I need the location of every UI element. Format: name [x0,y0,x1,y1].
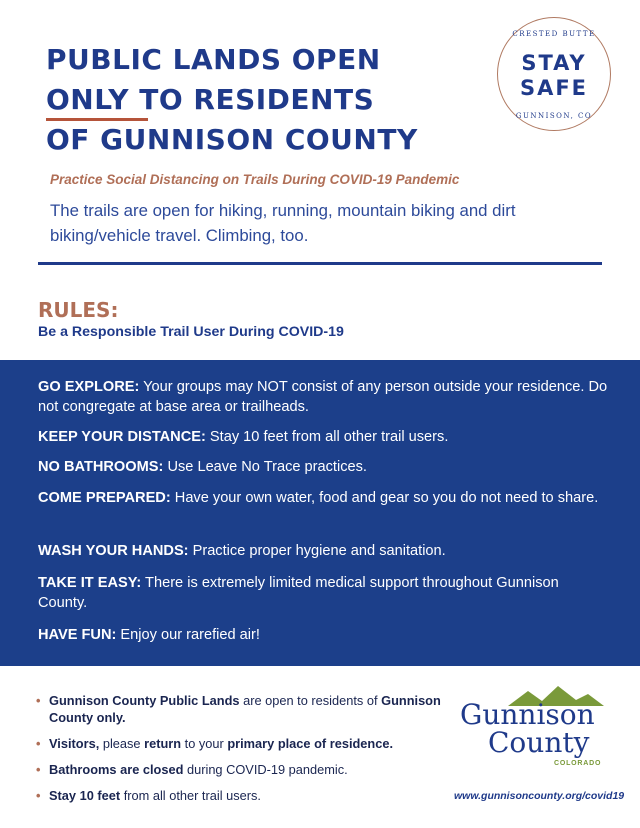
bullet-icon: • [36,736,41,751]
bullet-icon: • [36,762,41,777]
title-line-2-rest: TO RESIDENTS [129,83,375,116]
bullet-text: from all other trail users. [120,788,261,803]
rule-item [38,488,608,508]
only-underline [46,118,148,121]
subtitle: Practice Social Distancing on Trails During COVID-19 Pandemic [50,172,460,187]
bullet-icon: • [36,788,41,803]
rules-subheading: Be a Responsible Trail User During COVID-19 [38,324,344,340]
rule-label: HAVE FUN: [38,627,117,643]
rule-text: Stay 10 feet from all other trail users. [205,429,449,445]
rules-heading: RULES: [38,298,119,322]
rule-label: NO BATHROOMS: [38,459,164,475]
rule-item [38,457,608,477]
page-title [46,40,486,160]
title-line-3: OF GUNNISON COUNTY [46,123,418,156]
rule-text: Enjoy our rarefied air! [116,627,260,643]
bullet-bold: Bathrooms are closed [49,762,184,777]
bullet-text: to your [181,736,228,751]
gunnison-county-logo [454,680,624,776]
rule-label: KEEP YOUR DISTANCE: [38,429,206,445]
title-emphasis-only: ONLY [46,83,129,116]
divider [38,262,602,265]
rule-label: GO EXPLORE: [38,379,140,395]
rules-panel [0,360,640,666]
stay-safe-stamp [497,17,611,131]
rule-item [38,625,608,645]
rule-label: COME PREPARED: [38,490,171,506]
logo-tag: COLORADO [554,760,602,767]
bullet-bold: Stay 10 feet [49,788,121,803]
rule-text: Use Leave No Trace practices. [163,459,367,475]
stamp-bottom-text: GUNNISON, CO [515,112,593,120]
intro-text: The trails are open for hiking, running, mountain biking and dirt biking/vehicle travel. Climbing, too. [50,201,516,245]
bullet-bold: Gunnison County only. [49,693,441,725]
bullet-icon: • [36,693,41,708]
website-link[interactable]: www.gunnisoncounty.org/covid19 [454,790,625,802]
stamp-main-text [498,51,610,101]
rule-item [38,573,608,613]
logo-line-1: Gunnison [460,698,595,731]
list-item [36,787,456,804]
summary-list [36,692,456,813]
rule-item [38,541,608,561]
rule-label: WASH YOUR HANDS: [38,543,189,559]
logo-line-2: County [488,726,590,759]
rule-text: Have your own water, food and gear so you do not need to share. [170,490,599,506]
stamp-line-1: STAY [521,51,587,75]
rule-text: There is extremely limited medical support throughout Gunnison County. [38,575,559,611]
bullet-text: during COVID-19 pandemic. [183,762,348,777]
bullet-text: please [99,736,145,751]
rule-item [38,377,608,417]
bullet-bold: primary place of residence. [227,736,394,751]
rule-item [38,427,608,447]
title-line-1: PUBLIC LANDS OPEN [46,43,381,76]
bullet-bold: Gunnison County Public Lands [49,693,240,708]
bullet-text: are open to residents of [239,693,382,708]
rule-text: Your groups may NOT consist of any person outside your residence. Do not congregate at base area or trailheads. [38,379,608,415]
title-line-2 [46,80,486,120]
list-item [36,735,456,752]
stamp-line-2: SAFE [519,76,589,100]
bullet-bold: return [144,736,182,751]
list-item [36,761,456,778]
bullet-bold: Visitors, [49,736,100,751]
rule-text: Practice proper hygiene and sanitation. [188,543,446,559]
rule-label: TAKE IT EASY: [38,575,142,591]
stamp-top-text: CRESTED BUTTE [512,30,596,38]
list-item [36,692,456,726]
